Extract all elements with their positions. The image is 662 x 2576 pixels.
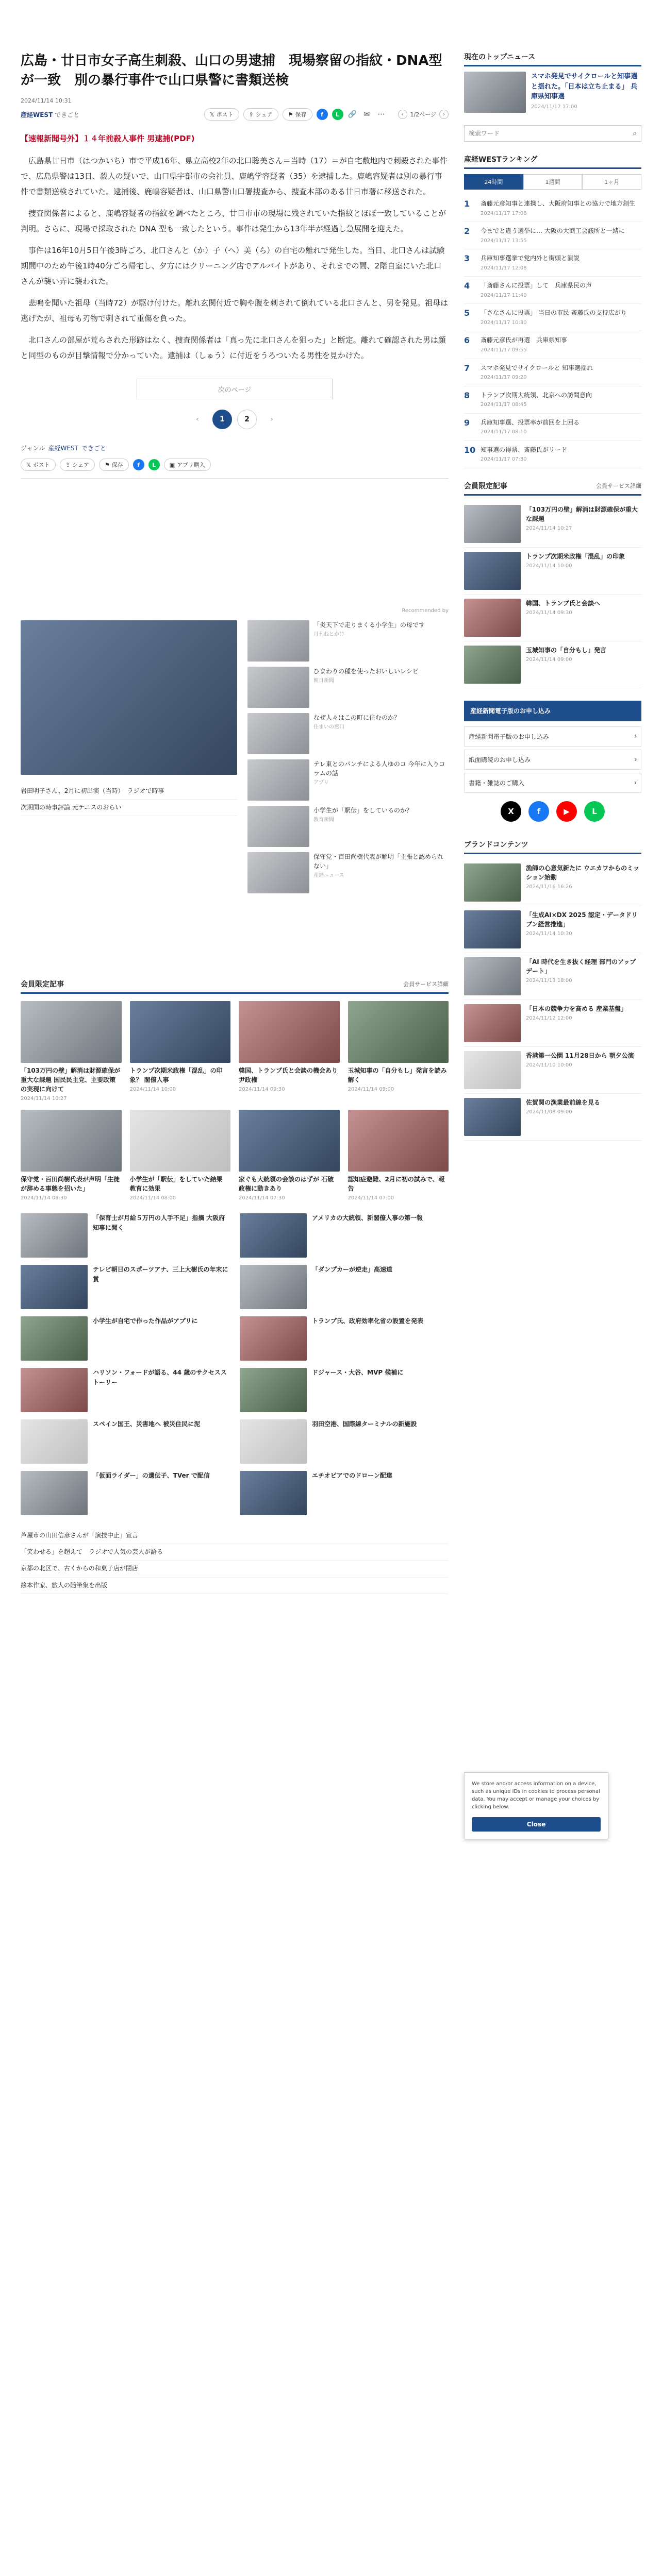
search-box [464,125,641,142]
bottom-save-button[interactable]: ⚑ 保存 [99,459,129,471]
share-group [204,108,449,121]
tab-1w[interactable]: 1週間 [523,174,583,190]
side-member-item[interactable]: 「103万円の壁」解消は財源確保が重大な課題 2024/11/14 10:27 [464,501,641,548]
list-item[interactable]: エチオピアでのドローン配達 [240,1471,449,1515]
text-link[interactable]: 京都の北区で、古くからの和菓子店が閉店 [21,1561,449,1577]
pdf-link[interactable]: 【速報新聞号外】１４年前殺人事件 男逮捕(PDF) [21,134,195,144]
sponsored-image [247,667,309,708]
list-item[interactable]: ハリソン・フォードが語る、44 歳のサクセスストーリー [21,1368,229,1412]
list-item[interactable]: 「仮面ライダー」の遺伝子、TVer で配信 [21,1471,229,1515]
brand-item[interactable]: 香港第一公園 11月28日から 朝夕公演 2024/11/10 10:00 [464,1047,641,1094]
list-item[interactable]: 「ダンプカーが逆走」高速道 [240,1265,449,1309]
side-link-books[interactable]: 書籍・雑誌のご購入 › [464,773,641,793]
byline [21,110,79,119]
ranking-tabs [464,174,641,190]
line-icon[interactable]: L [584,801,605,822]
ranking-item[interactable]: 9 兵庫知事選、投票率が前回を上回る 2024/11/17 08:10 [464,414,641,441]
consent-close-button[interactable]: Close [472,1817,601,1832]
chevron-right-icon: › [634,779,637,787]
side-members-box [464,481,641,688]
sponsored-image [247,620,309,662]
side-member-item[interactable]: 玉城知事の「自分もし」発言 2024/11/14 09:00 [464,641,641,688]
sponsored-item[interactable]: 保守党・百田尚樹代表が解明「主張と認められない」 産経ニュース [247,852,449,893]
tags [21,444,449,452]
sponsored-label: Recommended by [402,608,449,614]
article-date: 2024/11/14 10:31 [21,97,72,105]
ranking-item[interactable]: 2 今までと違う選挙に… 大阪の大商工会議所と一緒に 2024/11/17 13:55 [464,222,641,249]
sponsored-list [247,620,449,899]
bookmark-icon: ⚑ [104,461,110,468]
byline-suffix[interactable]: できごと [55,111,80,118]
divider [21,478,449,479]
text-link[interactable]: 芦屋市の山田信彦さんが「演技中止」宣言 [21,1528,449,1544]
tab-24h[interactable]: 24時間 [464,174,523,190]
text-link[interactable]: 「笑わせる」を超えて ラジオで人気の芸人が語る [21,1544,449,1561]
top-news-feature[interactable]: スマホ発見でサイクロールと知事選と揺れた。「日本は立ち止まる」 兵庫県知事選 2024/11/17 17:00 [464,72,641,113]
list-item[interactable]: テレビ朝日のスポーツアナ、三上大樹氏の年末に賞 [21,1265,229,1309]
members-more-link[interactable]: 会員サービス詳細 [403,981,449,988]
side-link-paper[interactable]: 紙面購読のお申し込み › [464,750,641,770]
ranking-item[interactable]: 7 スマホ発見でサイクロールと 知事選揺れ 2024/11/17 09:20 [464,359,641,386]
byline-brand[interactable]: 産経WEST [21,111,53,118]
post-button[interactable]: 𝕏 ポスト [204,108,239,121]
members-text-links [21,1528,449,1594]
side-member-item[interactable]: 韓国、トランプ氏と会談へ 2024/11/14 09:30 [464,595,641,641]
side-link-digital[interactable]: 産経新聞電子版のお申し込み › [464,726,641,747]
sponsored-image [247,852,309,893]
ranking-item[interactable]: 8 トランプ次期大統領、北京への訪問意向 2024/11/17 08:45 [464,386,641,414]
facebook-icon[interactable]: f [528,801,549,822]
brand-item[interactable]: 「AI 時代を生き抜く経理 部門のアップデート」 2024/11/13 18:00 [464,953,641,1000]
sidebar [464,52,641,1153]
share-button[interactable]: ⇪ シェア [243,108,278,121]
x-icon: 𝕏 [26,461,31,468]
brand-box [464,839,641,1141]
search-input[interactable] [469,130,613,137]
member-card[interactable]: 家ぐも大統領の会談のはずが 石破政権に動きあり 2024/11/14 07:30 [239,1110,340,1201]
sponsored-item[interactable]: ひまわりの種を使ったおいしいレシピ 朝日新聞 [247,667,449,708]
chevron-right-icon: › [634,733,637,740]
ranking-head: 産経WESTランキング [464,154,641,169]
subscription-box [464,701,641,827]
tag-category[interactable]: できごと [81,445,106,452]
brand-item[interactable]: 佐賀関の漁業最前線を見る 2024/11/08 09:00 [464,1094,641,1141]
link-icon[interactable]: 🔗 [347,110,357,119]
app-button[interactable]: ▣ アプリ購入 [164,459,211,471]
next-page-icon[interactable]: › [270,415,273,424]
sponsored-item[interactable]: テレ東とのパンチによる人ゆのコ 今年に入りコラムの話 アプリ [247,759,449,801]
share-icon: ⇪ [249,111,254,118]
paragraph: 悲鳴を聞いた祖母（当時72）が駆け付けた。離れ玄関付近で胸や腹を刺されて倒れている北口さんと、男を発見。祖母は逃げたが、祖母も刃物で刺されて重傷を負った。 [21,298,449,324]
members-list [21,1213,449,1522]
sponsored-item[interactable]: 小学生が「駅伝」をしているのか？ 教育新聞 [247,806,449,847]
prev-page-icon[interactable]: ‹ [196,415,199,424]
member-card[interactable]: 認知症避難、2月に初の試みで、報告 2024/11/14 07:00 [348,1110,449,1201]
mail-icon[interactable]: ✉ [363,110,370,119]
member-card[interactable]: トランプ次期米政権「混乱」の印象？ 閣僚人事 2024/11/14 10:00 [130,1001,231,1101]
subscription-banner[interactable]: 産経新聞電子版のお申し込み [464,701,641,721]
sponsored-item[interactable]: 「炎天下で走りまくる小学生」の母です 月刊ねとかけ [247,620,449,662]
social-row [464,796,641,827]
member-card[interactable]: 「103万円の壁」解消は財源確保が重大な課題 国民民主党、主要政策の実現に向けて 2024/11/14 10:27 [21,1001,122,1101]
sponsored-image [247,759,309,801]
bottom-share-button[interactable]: ⇪ シェア [60,459,95,471]
text-link[interactable]: 次期開の時事評論 元テニスのおらい [21,800,237,816]
members-section [21,979,449,1594]
pager-mini [398,110,449,119]
top-news-box [464,52,641,113]
chevron-left-icon[interactable]: ‹ [398,110,407,119]
list-item[interactable]: スペイン国王、災害地へ 被災住民に泥 [21,1419,229,1464]
text-link[interactable]: 岩田明子さん、2月に初出演（当時） ラジオで時事 [21,783,237,800]
paragraph: 北口さんの部屋が荒らされた形跡はなく、捜査関係者は「真っ先に北口さんを狙った」と断定。離れて確認された男は顔と同型のものが目撃情報で分かっていた。逮捕は（しゅう）に付近をうろついたる男性を見かけた。 [21,335,446,361]
list-item[interactable]: トランプ氏、政府効率化省の設置を発表 [240,1316,449,1361]
byline-row [21,108,449,121]
line-icon[interactable]: L [332,109,343,120]
paragraph: 事件は16年10月5日午後3時ごろ、北口さんと（か）子（へ）美（ら）の自宅の離れで発生した。当日、北口さんは試験期間中のため午後1時40分ごろ帰宅し、夕方にはクリーニング店でアルバイトがあり、それまでの間、2階自室にいた北口さんが襲い弄に襲われた。 [21,246,445,286]
member-card[interactable]: 小学生が「駅伝」をしていた結果 教育に効果 2024/11/14 08:00 [130,1110,231,1201]
list-item[interactable]: 羽田空港、国際線ターミナルの新施設 [240,1419,449,1464]
tag-brand[interactable]: 産経WEST [48,445,78,452]
list-item[interactable]: ドジャース・大谷、MVP 候補に [240,1368,449,1412]
chevron-right-icon: › [634,756,637,764]
side-members-more[interactable]: 会員サービス詳細 [596,482,641,489]
article-meta [21,97,449,104]
list-item[interactable]: アメリカの大統領、新閣僚人事の第一報 [240,1213,449,1258]
ranking-item[interactable]: 6 斎藤元彦氏が再選 兵庫県知事 2024/11/17 09:55 [464,331,641,359]
paragraph: 広島県廿日市（はつかいち）市で平成16年、県立高校2年の北口聡美さん＝当時（17）＝が自宅敷地内で刺殺された事件で、広島県警は13日、殺人の疑いで、山口県宇部市の会社員、鹿嶋学容疑者（35）を逮捕した。鹿嶋容疑者は別の暴行事件で書類送検されていた。逮捕後、鹿嶋容疑者は、山口県警山口署捜査から、捜査本部のある廿日市署に移送された。 [21,156,448,197]
chevron-right-icon[interactable]: › [439,110,449,119]
sponsored-section [21,608,449,963]
facebook-icon[interactable]: f [133,459,144,470]
text-link[interactable]: 絵本作家、旅人の随筆集を出版 [21,1578,449,1594]
page-1[interactable]: 1 [212,410,232,429]
ranking-item[interactable]: 3 兵庫知事選挙で党内外と街頭と演説 2024/11/17 12:08 [464,249,641,277]
main-column [21,52,449,486]
sponsored-item[interactable]: なぜ人々はこの町に住むのか？ 住まいの窓口 [247,713,449,754]
bottom-share-group [21,459,449,471]
list-item[interactable]: 小学生が自宅で作った作品がアプリに [21,1316,229,1361]
ranking-item[interactable]: 5 「さなさんに投票」 当日の市民 斎藤氏の支持広がり 2024/11/17 10:30 [464,304,641,331]
share-icon: ⇪ [65,461,71,468]
member-card[interactable]: 韓国、トランプ氏と会談の機会あり 尹政権 2024/11/14 09:30 [239,1001,340,1101]
side-members-head: 会員限定記事 会員サービス詳細 [464,481,641,496]
brand-item[interactable]: 「生成AI×DX 2025 認定・データドリブン経営推進」 2024/11/14 10:30 [464,906,641,953]
page-2[interactable]: 2 [237,410,257,429]
member-card[interactable]: 玉城知事の「自分もし」発言を読み解く 2024/11/14 09:00 [348,1001,449,1101]
list-item[interactable]: 「保育士が月給５万円の人手不足」指摘 大阪府知事に聞く [21,1213,229,1258]
members-head: 会員限定記事 会員サービス詳細 [21,979,449,994]
brand-item[interactable]: 「日本の競争力を高める 産業基盤」 2024/11/12 12:00 [464,1000,641,1047]
save-button[interactable]: ⚑ 保存 [283,108,312,121]
article-title: 広島・廿日市女子高生刺殺、山口の男逮捕 現場察留の指紋・DNA型が一致 別の暴行事件で山口県警に書類送検 [21,53,442,88]
pagination [21,410,449,429]
ranking-box [464,154,641,468]
top-news-head: 現在のトップニュース [464,52,641,66]
members-card-grid [21,1001,449,1201]
sponsored-hero-image[interactable] [21,620,237,775]
member-card[interactable]: 保守党・百田尚樹代表が声明「生徒が辞める事態を招いた」 2024/11/14 08:30 [21,1110,122,1201]
paragraph: 捜査関係者によると、鹿嶋容疑者の指紋を調べたところ、廿日市市の現場に残されていた指紋とほぼ一致していることが判明。さらに、現場で採取された DNA 型も一致したという。事件は発生から13年半が経過し急展開を迎えた。 [21,209,446,234]
x-icon[interactable]: X [501,801,521,822]
line-icon[interactable]: L [148,459,160,470]
consent-text: We store and/or access information on a device, such as unique IDs in cookies to process personal data. You may accept or manage your choices by clicking below. [472,1781,600,1810]
sponsored-image [247,713,309,754]
side-member-item[interactable]: トランプ次期米政権「混乱」の印象 2024/11/14 10:00 [464,548,641,595]
brand-item[interactable]: 漁師の心意気新たに ウエカワからのミッション始動 2024/11/16 16:26 [464,859,641,906]
facebook-icon[interactable]: f [317,109,328,120]
ranking-item[interactable]: 4 「斎藤さんに投票」して 兵庫県民の声 2024/11/17 11:40 [464,277,641,304]
tag-genre: ジャンル [21,445,45,452]
sponsored-image [247,806,309,847]
consent-popup [464,1772,608,1839]
bookmark-icon: ⚑ [288,111,293,118]
x-icon: 𝕏 [209,111,214,118]
article-body [21,153,449,363]
next-page-button[interactable]: 次のページ [137,379,333,399]
bottom-post-button[interactable]: 𝕏 ポスト [21,459,56,471]
ranking-item[interactable]: 1 斎藤元彦知事と連携し、大阪府知事との協力で地方創生 2024/11/17 17:08 [464,195,641,222]
more-icon[interactable]: ⋯ [377,110,385,119]
youtube-icon[interactable]: ▶ [556,801,577,822]
ranking-item[interactable]: 10 知事選の得票、斎藤氏がリード 2024/11/17 07:30 [464,441,641,468]
brand-head: ブランドコンテンツ [464,839,641,854]
search-box-wrap [464,125,641,142]
tab-1m[interactable]: 1ヶ月 [582,174,641,190]
search-icon[interactable]: ⌕ [633,129,637,138]
sponsored-text-links [21,783,237,816]
pager-mini-label: 1/2ページ [410,111,436,118]
app-icon: ▣ [169,461,175,468]
